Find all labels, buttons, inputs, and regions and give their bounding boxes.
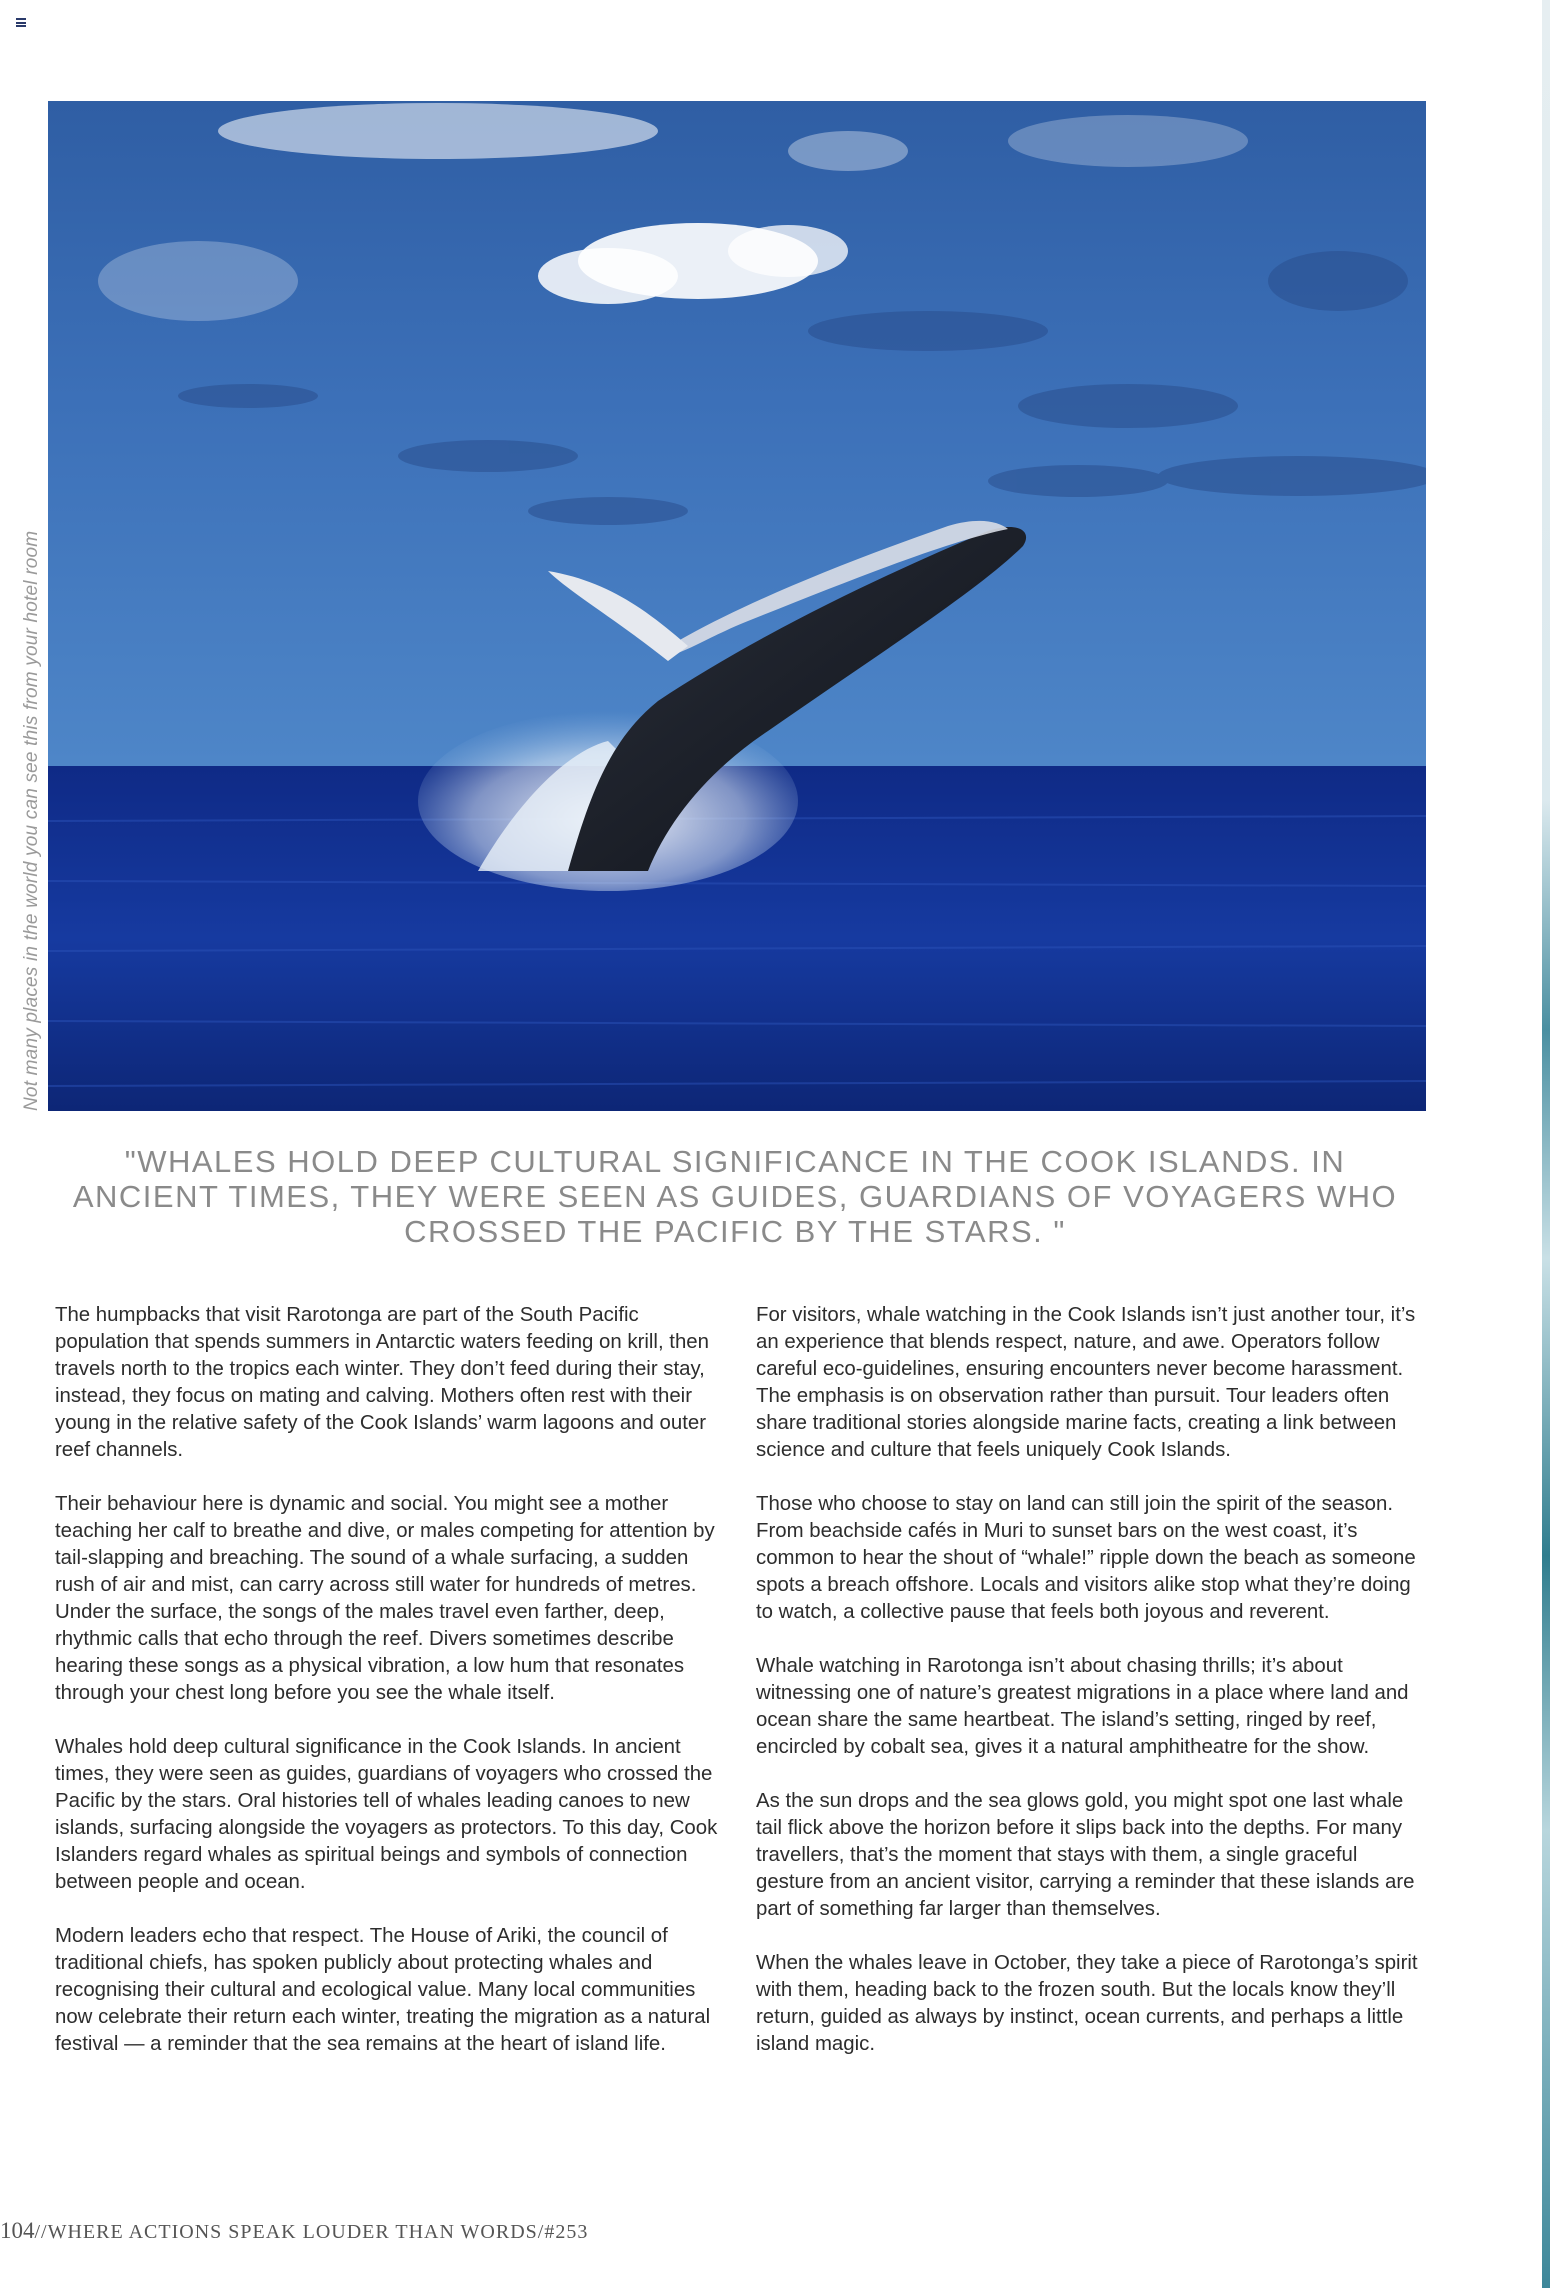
next-page-edge: [1542, 0, 1550, 2288]
paragraph: Their behaviour here is dynamic and social. You might see a mother teaching her calf to breathe and dive, or males competing for attention by tail-slapping and breaching. The sound of a whale surfacing, a sudden rush of air and mist, can carry across still water for hundreds of metres. Under the surface, the songs of the males travel even farther, deep, rhythmic calls that echo through the reef. Divers sometimes describe hearing these songs as a physical vibration, a low hum that resonates through your chest long before you see the whale itself.: [55, 1493, 715, 1704]
paragraph: Modern leaders echo that respect. The House of Ariki, the council of traditional chiefs, has spoken publicly about protecting whales and recognising their cultural and ecological value. Many local communities now celebrate their return each winter, treating the migration as a natural festival — a reminder that the sea remains at the heart of island life.: [55, 1925, 711, 2055]
paragraph: Whales hold deep cultural significance in the Cook Islands. In ancient times, they were seen as guides, guardians of voyagers who crossed the Pacific by the stars. Oral histories tell of whales leading canoes to new islands, surfacing alongside the voyagers as protectors. To this day, Cook Islanders regard whales as spiritual beings and symbols of connection between people and ocean.: [55, 1736, 718, 1893]
whale-breach-image: [48, 101, 1426, 1111]
paragraph: As the sun drops and the sea glows gold, you might spot one last whale tail flick above the horizon before it slips back into the depths. For many travellers, that’s the moment that stays with them, a single graceful gesture from an ancient visitor, carrying a reminder that these islands are part of something far larger than themselves.: [756, 1790, 1415, 1920]
pull-quote: "WHALES HOLD DEEP CULTURAL SIGNIFICANCE IN THE COOK ISLANDS. IN ANCIENT TIMES, THEY WERE SEEN AS GUIDES, GUARDIANS OF VOYAGERS WHO CROSSED THE PACIFIC BY THE STARS. ": [72, 1144, 1398, 1249]
photo-side-caption: Not many places in the world you can see this from your hotel room: [21, 530, 42, 1111]
paragraph: For visitors, whale watching in the Cook Islands isn’t just another tour, it’s an experience that blends respect, nature, and awe. Operators follow careful eco-guidelines, ensuring encounters never become harassment. The emphasis is on observation rather than pursuit. Tour leaders often share traditional stories alongside marine facts, creating a link between science and culture that feels uniquely Cook Islands.: [756, 1304, 1416, 1461]
menu-icon[interactable]: [16, 18, 26, 27]
page-footer: [0, 2218, 588, 2244]
left-column: [55, 1302, 725, 2085]
paragraph: The humpbacks that visit Rarotonga are part of the South Pacific population that spends summers in Antarctic waters feeding on krill, then travels north to the tropics each winter. They don’t feed during their stay, instead, they focus on mating and calving. Mothers often rest with their young in the relative safety of the Cook Islands’ warm lagoons and outer reef channels.: [55, 1304, 709, 1461]
whale-photo: [48, 101, 1426, 1111]
right-column: [756, 1302, 1426, 2085]
paragraph: Those who choose to stay on land can still join the spirit of the season. From beachside cafés in Muri to sunset bars on the west coast, it’s common to hear the shout of “whale!” ripple down the beach as someone spots a breach offshore. Locals and visitors alike stop what they’re doing to watch, a collective pause that feels both joyous and reverent.: [756, 1493, 1416, 1623]
paragraph: Whale watching in Rarotonga isn’t about chasing thrills; it’s about witnessing one of nature’s greatest migrations in a place where land and ocean share the same heartbeat. The island’s setting, ringed by reef, encircled by cobalt sea, gives it a natural amphitheatre for the show.: [756, 1655, 1409, 1758]
paragraph: When the whales leave in October, they take a piece of Rarotonga’s spirit with them, heading back to the frozen south. But the locals know they’ll return, guided as always by instinct, ocean currents, and perhaps a little island magic.: [756, 1952, 1418, 2055]
footer-text: //WHERE ACTIONS SPEAK LOUDER THAN WORDS/#253: [34, 2221, 589, 2243]
page-number: 104: [0, 2218, 35, 2243]
